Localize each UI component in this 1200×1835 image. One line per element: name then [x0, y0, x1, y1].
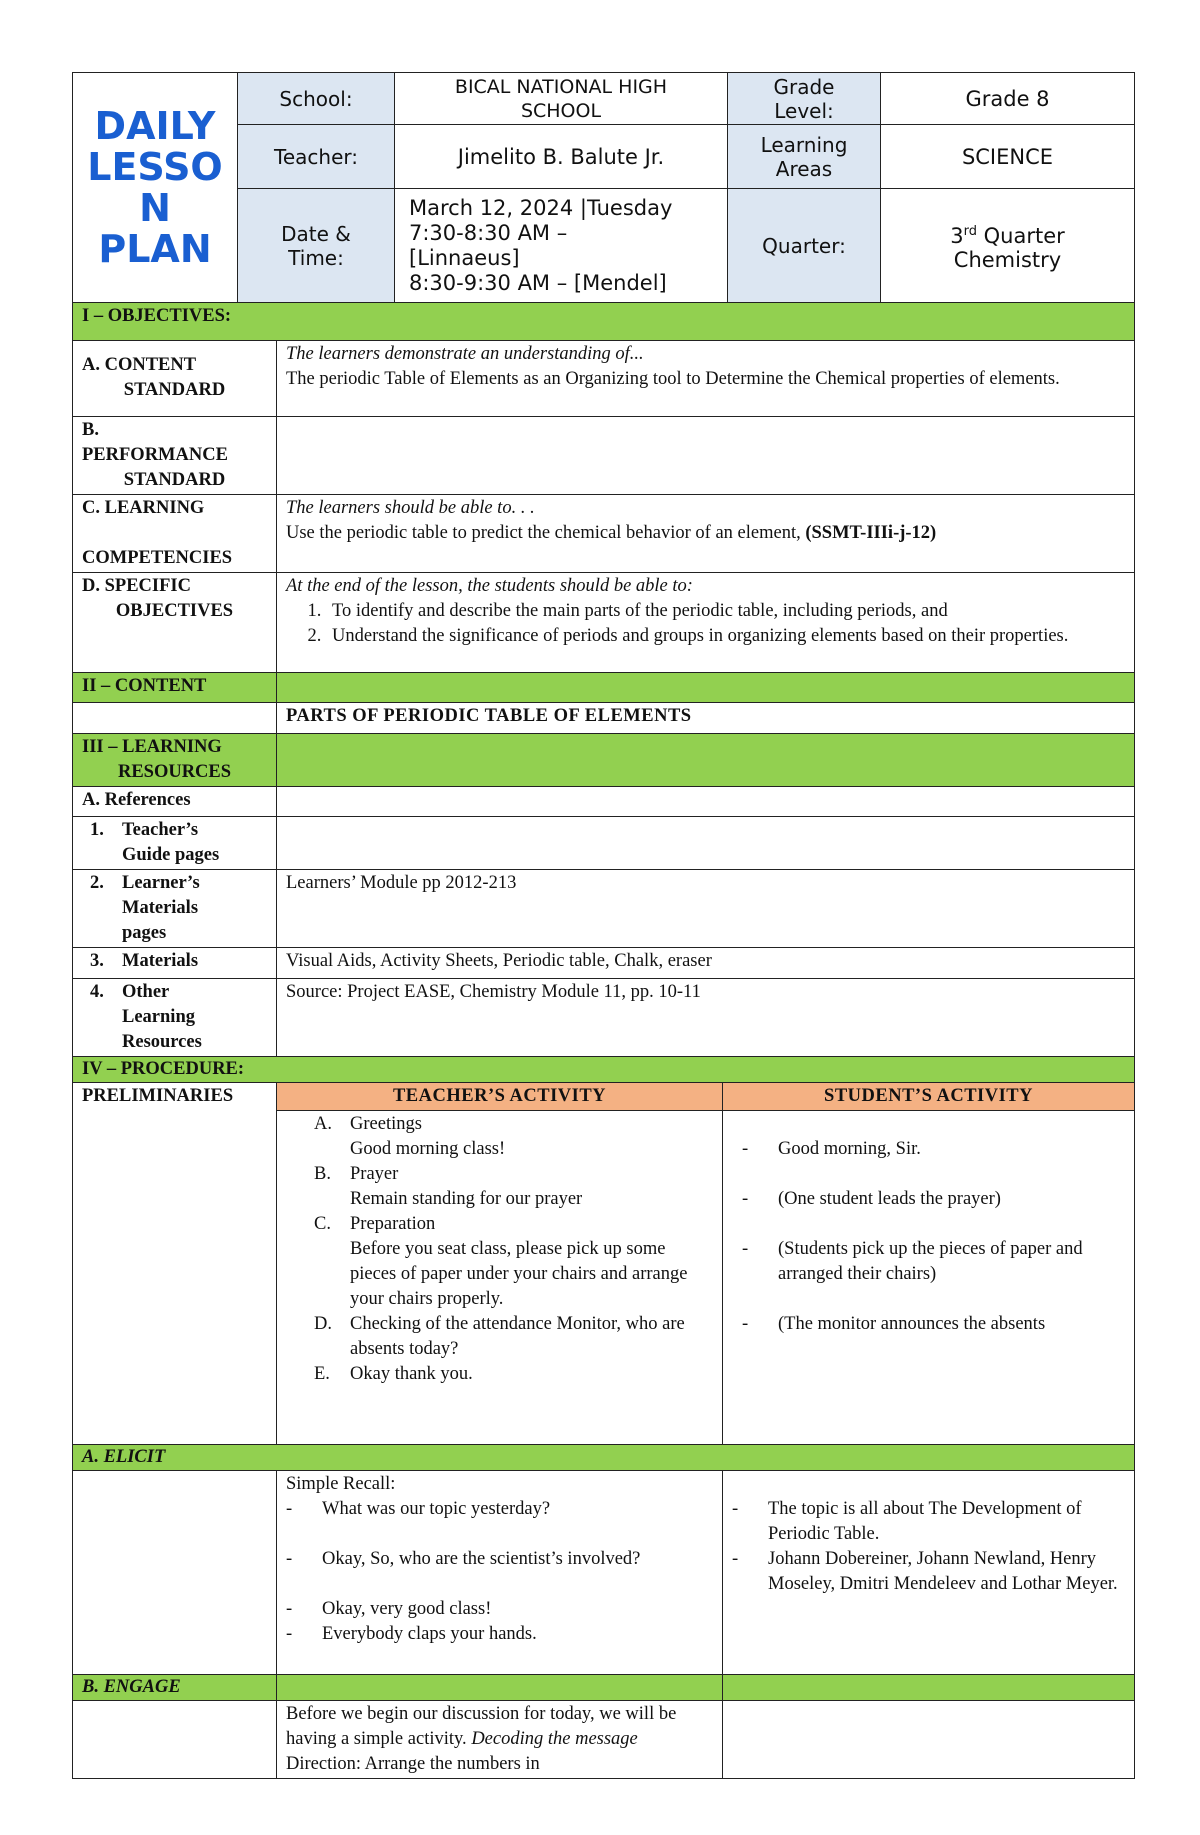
grade-level-value: Grade 8: [881, 73, 1135, 125]
daily-lesson-plan-title: DAILY LESSO N PLAN: [73, 73, 238, 303]
objectives-section-row: [73, 303, 1135, 341]
quarter-label: Quarter:: [728, 189, 881, 303]
specific-objectives-value: At the end of the lesson, the students should be able to: 1. To identify and describe the main parts of the periodic table, including periods, and 2. Understand the significance of periods and groups in organizing elements based on their properties.: [277, 573, 1135, 673]
engage-section-row: [73, 1675, 1135, 1701]
engage-heading: B. ENGAGE: [73, 1675, 277, 1701]
references-label: A. References: [73, 787, 277, 817]
teacher-label: Teacher:: [238, 125, 395, 189]
engage-teacher: Before we begin our discussion for today, we will be having a simple activity. Decoding the message Direction: Arrange the numbers in: [277, 1701, 723, 1779]
content-standard-label: A. CONTENT STANDARD: [73, 341, 277, 417]
specific-objectives-row: [73, 573, 1135, 673]
objectives-heading: I – OBJECTIVES:: [73, 303, 1135, 341]
resources-heading: III – LEARNING RESOURCES: [73, 734, 277, 787]
table-row: 1. Teacher’s Guide pages: [73, 817, 1135, 870]
content-heading: II – CONTENT: [73, 673, 277, 703]
grade-level-label: Grade Level:: [728, 73, 881, 125]
learning-areas-value: SCIENCE: [881, 125, 1135, 189]
lesson-plan-page: [72, 72, 1134, 1779]
teacher-value: Jimelito B. Balute Jr.: [395, 125, 728, 189]
performance-standard-row: [73, 417, 1135, 495]
resources-section-row: [73, 734, 1135, 787]
content-section-row: [73, 673, 1135, 703]
preliminaries-label: PRELIMINARIES: [73, 1083, 277, 1445]
competencies-label: C. LEARNING COMPETENCIES: [73, 495, 277, 573]
engage-row: [73, 1701, 1135, 1779]
teacher-activity-heading: TEACHER’S ACTIVITY: [277, 1083, 723, 1111]
date-time-label: Date & Time:: [238, 189, 395, 303]
specific-objectives-label: D. SPECIFIC OBJECTIVES: [73, 573, 277, 673]
elicit-student: - The topic is all about The Development of Periodic Table. - Johann Dobereiner, Johann Newland, Henry Moseley, Dmitri Mendeleev and Lothar Meyer.: [723, 1471, 1135, 1675]
elicit-heading: A. ELICIT: [73, 1445, 1135, 1471]
date-time-value: March 12, 2024 |Tuesday 7:30-8:30 AM – [Linnaeus] 8:30-9:30 AM – [Mendel]: [395, 189, 728, 303]
performance-standard-label: B. PERFORMANCE STANDARD: [73, 417, 277, 495]
lesson-body-table: [72, 302, 1135, 1779]
header-table: [72, 72, 1135, 303]
elicit-section-row: [73, 1445, 1135, 1471]
procedure-heading: IV – PROCEDURE:: [73, 1057, 1135, 1083]
teacher-preliminaries: A. Greetings Good morning class! B. Prayer Remain standing for our prayer C. Preparation Before you seat class, please pick up some pieces of paper under your chairs and arrange your chairs properly. D. Checking of the attendance Monitor, who are absents today? E. Okay thank you.: [277, 1111, 723, 1445]
school-value: BICAL NATIONAL HIGH SCHOOL: [395, 73, 728, 125]
table-row: 4. Other Learning Resources Source: Project EASE, Chemistry Module 11, pp. 10-11: [73, 979, 1135, 1057]
learning-areas-label: Learning Areas: [728, 125, 881, 189]
procedure-section-row: [73, 1057, 1135, 1083]
content-standard-row: [73, 341, 1135, 417]
school-label: School:: [238, 73, 395, 125]
elicit-row: [73, 1471, 1135, 1675]
student-preliminaries: - Good morning, Sir. - (One student leads the prayer) - (Students pick up the pieces of paper and arranged their chairs) - (The monitor announces the absents: [723, 1111, 1135, 1445]
activity-header-row: [73, 1083, 1135, 1111]
quarter-value: 3rd Quarter Chemistry: [881, 189, 1135, 303]
performance-standard-value: [277, 417, 1135, 495]
competencies-value: The learners should be able to. . . Use the periodic table to predict the chemical behavior of an element, (SSMT-IIIi-j-12): [277, 495, 1135, 573]
content-standard-value: The learners demonstrate an understanding of... The periodic Table of Elements as an Organizing tool to Determine the Chemical properties of elements.: [277, 341, 1135, 417]
content-topic: PARTS OF PERIODIC TABLE OF ELEMENTS: [277, 703, 1135, 734]
table-row: 2. Learner’s Materials pages Learners’ Module pp 2012-213: [73, 870, 1135, 948]
student-activity-heading: STUDENT’S ACTIVITY: [723, 1083, 1135, 1111]
elicit-teacher: Simple Recall: - What was our topic yesterday? - Okay, So, who are the scientist’s involved? - Okay, very good class! - Everybody claps your hands.: [277, 1471, 723, 1675]
table-row: 3. Materials Visual Aids, Activity Sheets, Periodic table, Chalk, eraser: [73, 948, 1135, 979]
list-item: 2. Understand the significance of periods and groups in organizing elements based on their properties.: [326, 624, 1125, 649]
list-item: 1. To identify and describe the main parts of the periodic table, including periods, and: [326, 599, 1125, 624]
references-row: [73, 787, 1135, 817]
content-topic-row: [73, 703, 1135, 734]
competencies-row: [73, 495, 1135, 573]
